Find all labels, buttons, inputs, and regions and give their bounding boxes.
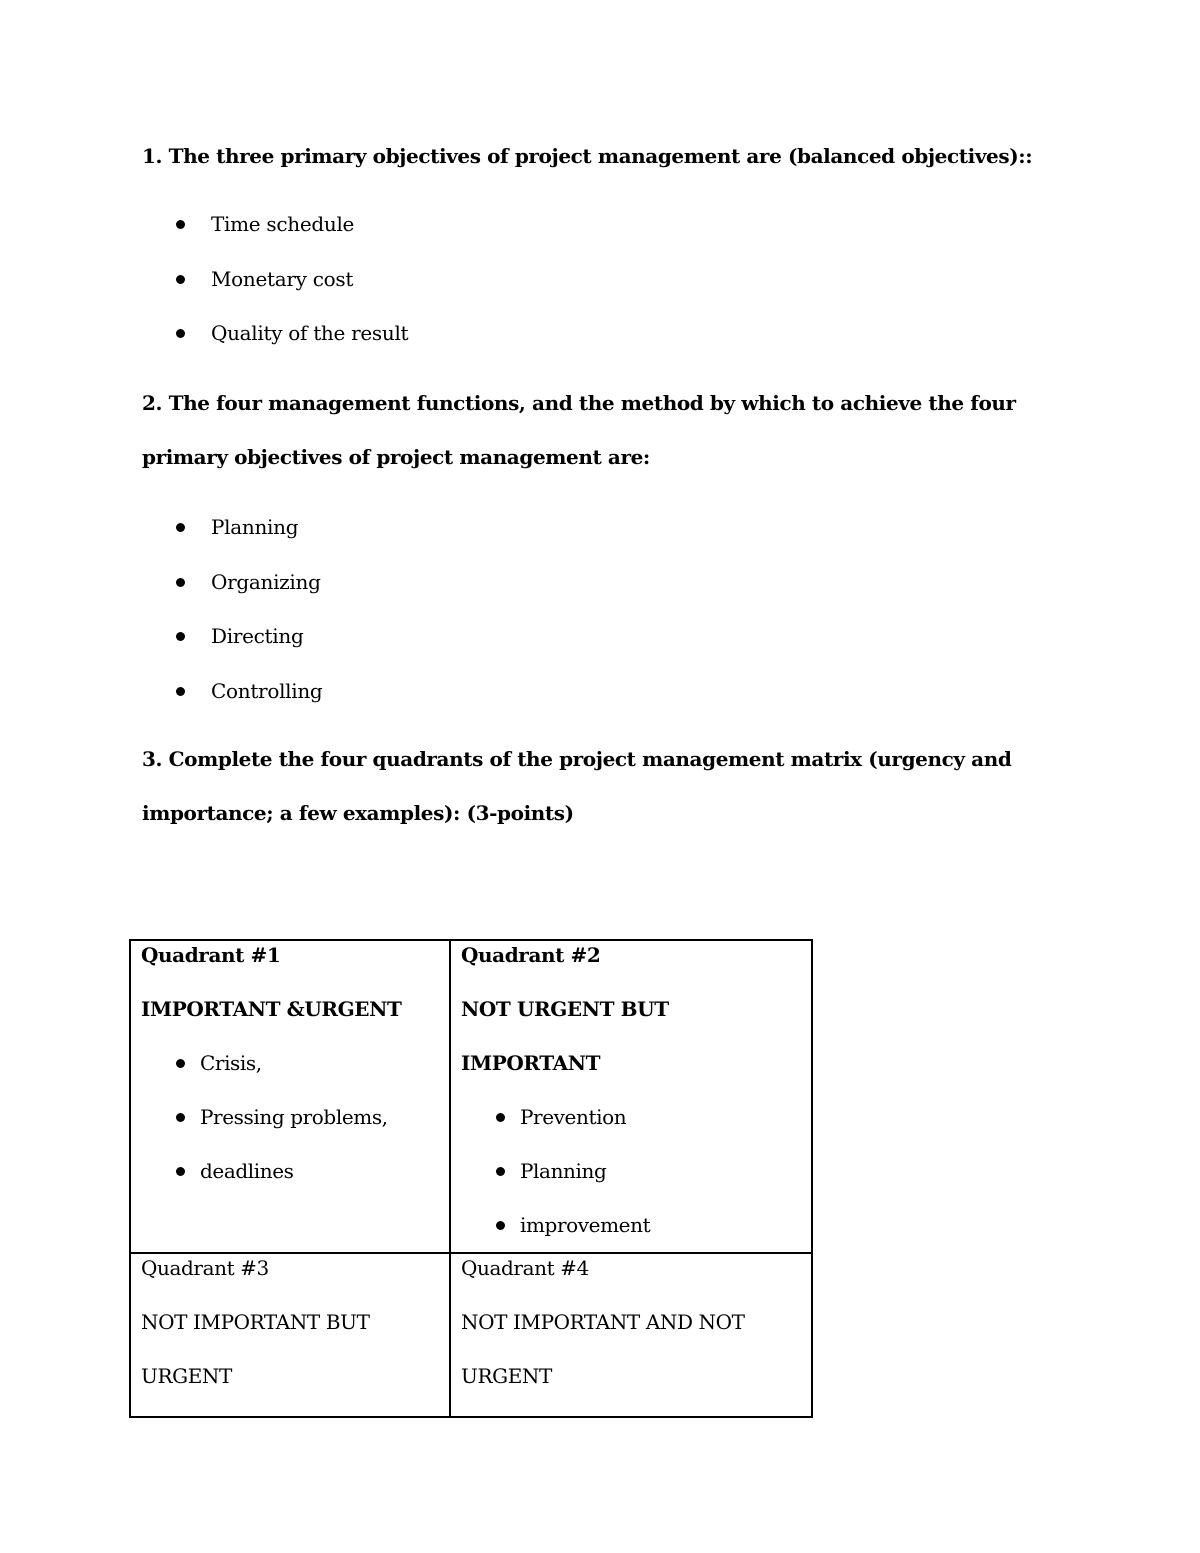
quadrant-2-cell xyxy=(450,940,812,1253)
question-3: 3. Complete the four quadrants of the project management matrix (urgency and importance; a few examples): (3-points) xyxy=(142,747,1012,825)
quadrant-3-title: Quadrant #3 xyxy=(141,1256,269,1280)
list-item: Quality of the result xyxy=(142,306,408,361)
quadrant-2-heading-line-1: NOT URGENT BUT xyxy=(461,997,669,1021)
list-item: Crisis, xyxy=(141,1036,439,1090)
quadrant-1-list xyxy=(141,1036,439,1198)
quadrant-4-heading-line-2: URGENT xyxy=(461,1364,552,1388)
quadrant-3-cell xyxy=(130,1253,450,1417)
objectives-list xyxy=(142,197,408,361)
quadrant-3-heading-line-1: NOT IMPORTANT BUT xyxy=(141,1310,370,1334)
quadrant-1-title: Quadrant #1 xyxy=(141,943,281,967)
quadrant-1-heading: IMPORTANT &URGENT xyxy=(141,997,402,1021)
quadrant-1-cell xyxy=(130,940,450,1253)
quadrant-4-title: Quadrant #4 xyxy=(461,1256,589,1280)
list-item: deadlines xyxy=(141,1144,439,1198)
quadrant-4-cell xyxy=(450,1253,812,1417)
list-item: Time schedule xyxy=(142,197,408,252)
quadrant-2-heading-line-2: IMPORTANT xyxy=(461,1051,601,1075)
management-matrix-table xyxy=(129,939,813,1418)
functions-list xyxy=(142,500,322,718)
list-item: Directing xyxy=(142,609,322,664)
list-item: improvement xyxy=(461,1198,801,1252)
list-item: Controlling xyxy=(142,664,322,719)
list-item: Monetary cost xyxy=(142,252,408,307)
list-item: Organizing xyxy=(142,555,322,610)
list-item: Pressing problems, xyxy=(141,1090,439,1144)
quadrant-3-heading-line-2: URGENT xyxy=(141,1364,232,1388)
quadrant-4-heading-line-1: NOT IMPORTANT AND NOT xyxy=(461,1310,745,1334)
quadrant-2-title: Quadrant #2 xyxy=(461,943,601,967)
quadrant-2-list xyxy=(461,1090,801,1252)
list-item: Planning xyxy=(461,1144,801,1198)
list-item: Planning xyxy=(142,500,322,555)
question-2: 2. The four management functions, and the method by which to achieve the four primary objectives of project management are: xyxy=(142,391,1016,469)
list-item: Prevention xyxy=(461,1090,801,1144)
question-1: 1. The three primary objectives of project management are (balanced objectives):: xyxy=(142,144,1033,168)
